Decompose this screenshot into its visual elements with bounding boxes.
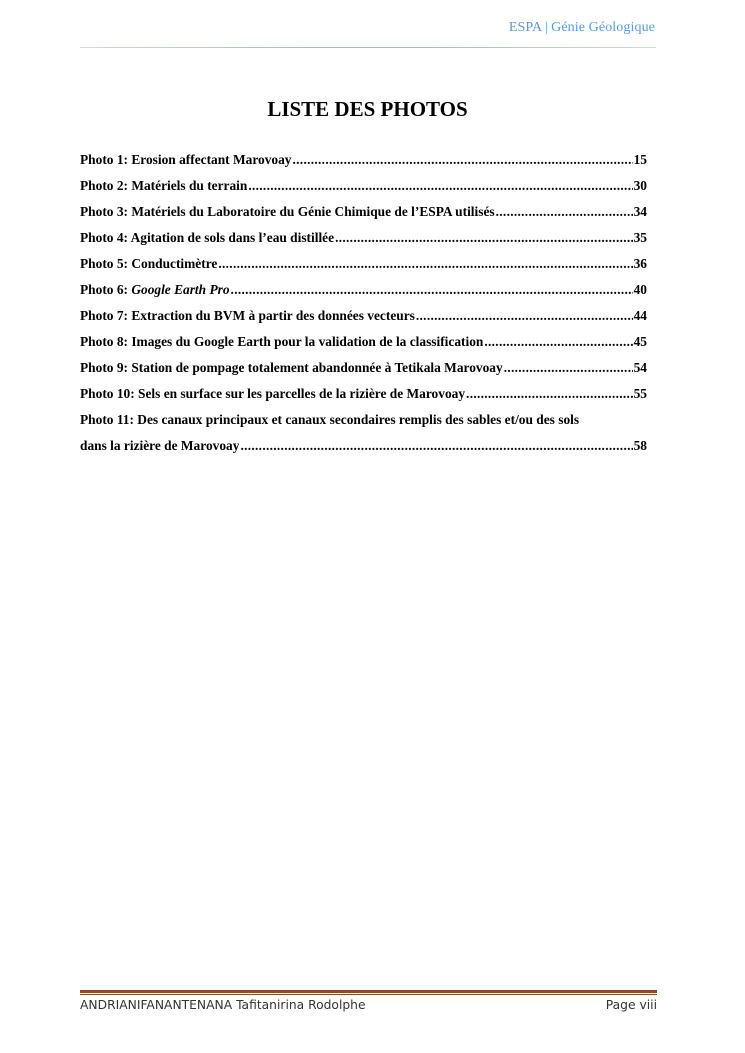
header-divider (80, 47, 656, 48)
entry-label: Photo 7: Extraction du BVM à partir des données vecteurs (80, 308, 415, 323)
entry-label: Photo 8: Images du Google Earth pour la validation de la classification (80, 334, 484, 349)
entry-page: 44 (633, 308, 647, 323)
dot-leader (293, 150, 633, 170)
footer-page-number: Page viii (605, 998, 657, 1012)
list-item-continuation[interactable] (80, 436, 647, 462)
entry-label: Photo 10: Sels en surface sur les parcelles de la rizière de Marovoay (80, 386, 466, 401)
footer-author: ANDRIANIFANANTENANA Tafitanirina Rodolphe (80, 998, 366, 1012)
dot-leader (496, 202, 633, 222)
entry-label: Photo 4: Agitation de sols dans l’eau distillée (80, 230, 335, 245)
list-item[interactable] (80, 176, 647, 202)
dot-leader (240, 436, 632, 456)
running-header (509, 20, 655, 36)
page-footer (80, 998, 657, 1012)
header-department: Génie Géologique (551, 20, 655, 35)
list-item[interactable] (80, 202, 647, 228)
entry-label: Photo 2: Matériels du terrain (80, 178, 248, 193)
entry-label: dans la rizière de Marovoay (80, 438, 240, 453)
footer-divider-thin (80, 994, 657, 995)
dot-leader (504, 358, 633, 378)
entry-page: 30 (633, 178, 647, 193)
list-item[interactable] (80, 254, 647, 280)
list-item[interactable] (80, 280, 647, 306)
entry-page: 34 (633, 204, 647, 219)
entry-label: Photo 3: Matériels du Laboratoire du Génie Chimique de l’ESPA utilisés (80, 204, 495, 219)
entry-label: Photo 1: Erosion affectant Marovoay (80, 152, 292, 167)
list-item[interactable] (80, 332, 647, 358)
entry-page: 54 (633, 360, 647, 375)
footer-divider (80, 990, 657, 993)
dot-leader (248, 176, 632, 196)
list-item[interactable] (80, 358, 647, 384)
entry-page: 58 (633, 438, 647, 453)
page-title: LISTE DES PHOTOS (267, 97, 468, 121)
dot-leader (231, 280, 633, 300)
photo-list (80, 150, 647, 462)
dot-leader (466, 384, 633, 404)
entry-label: Photo 5: Conductimètre (80, 256, 218, 271)
entry-label-prefix: Photo 6: (80, 282, 132, 297)
list-item[interactable] (80, 228, 647, 254)
dot-leader (218, 254, 632, 274)
entry-page: 35 (633, 230, 647, 245)
entry-page: 45 (633, 334, 647, 349)
entry-page: 40 (633, 282, 647, 297)
header-separator: | (545, 20, 549, 35)
list-item[interactable] (80, 150, 647, 176)
list-item-first-line[interactable] (80, 410, 647, 436)
dot-leader (416, 306, 633, 326)
entry-label-software: Google Earth Pro (131, 282, 230, 297)
dot-leader (484, 332, 632, 352)
entry-page: 55 (633, 386, 647, 401)
entry-label (80, 280, 230, 300)
list-item[interactable] (80, 306, 647, 332)
entry-page: 36 (633, 256, 647, 271)
entry-label: Photo 11: Des canaux principaux et canaux secondaires remplis des sables et/ou des sols (80, 412, 580, 427)
entry-page: 15 (633, 152, 647, 167)
header-institution: ESPA (508, 20, 543, 35)
list-item[interactable] (80, 384, 647, 410)
dot-leader (335, 228, 633, 248)
entry-label: Photo 9: Station de pompage totalement abandonnée à Tetikala Marovoay (80, 360, 503, 375)
